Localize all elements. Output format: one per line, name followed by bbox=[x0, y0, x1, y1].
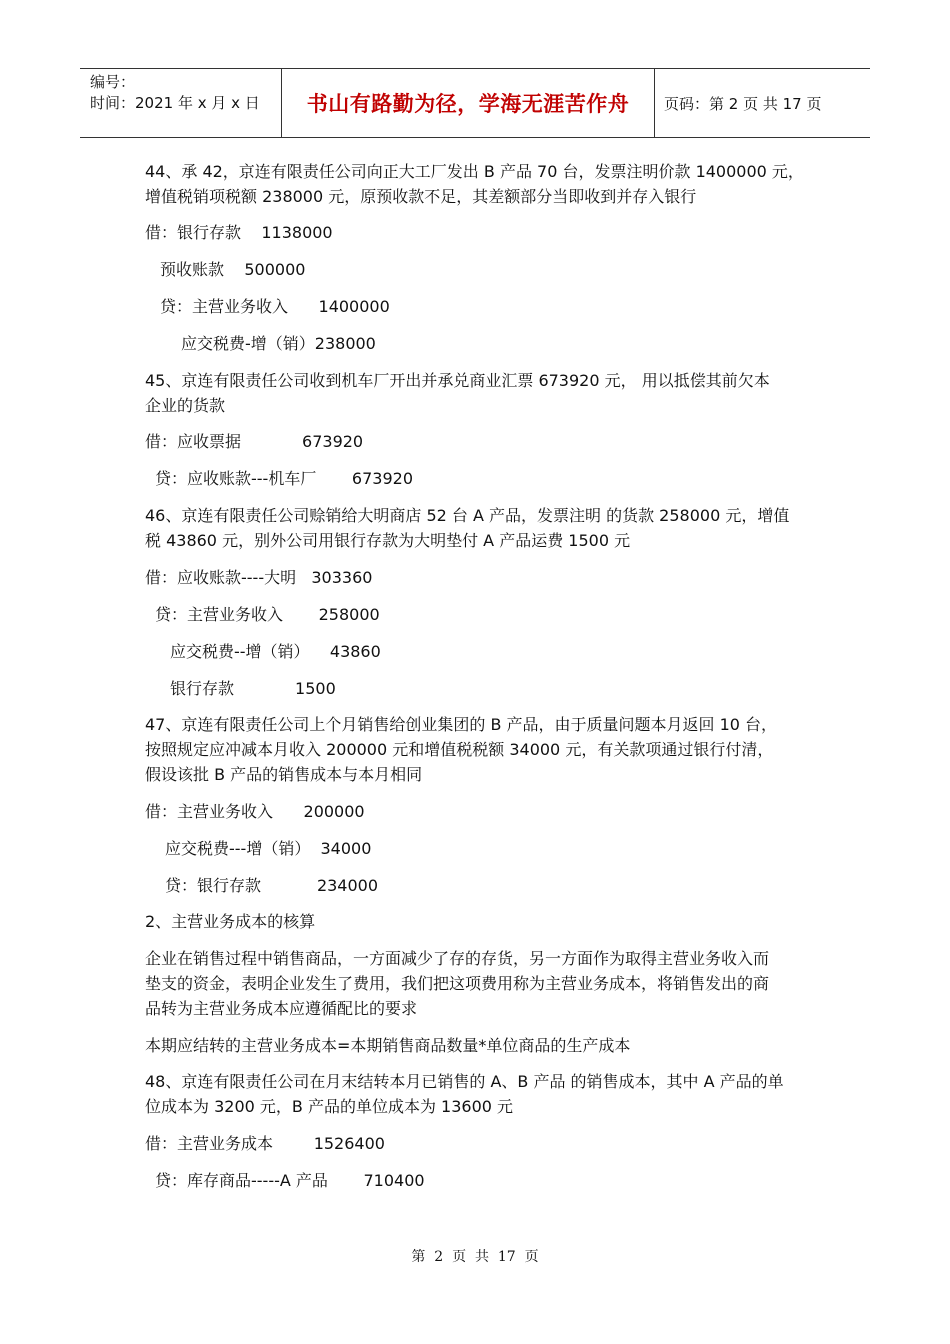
journal-entry-line: 应交税费-增（销）238000 bbox=[181, 334, 376, 353]
formula-line: 本期应结转的主营业务成本=本期销售商品数量*单位商品的生产成本 bbox=[145, 1036, 631, 1055]
journal-entry-line: 贷：银行存款 234000 bbox=[165, 876, 379, 895]
text-line: 税 43860 元，别外公司用银行存款为大明垫付 A 产品运费 1500 元 bbox=[145, 531, 631, 550]
journal-entry-line: 贷：库存商品-----A 产品 710400 bbox=[155, 1171, 425, 1190]
header-page-info: 页码：第 2 页 共 17 页 bbox=[664, 94, 822, 113]
text-line: 假设该批 B 产品的销售成本与本月相同 bbox=[145, 765, 423, 784]
journal-entry-line: 贷：应收账款---机车厂 673920 bbox=[155, 469, 414, 488]
text-line: 位成本为 3200 元，B 产品的单位成本为 13600 元 bbox=[145, 1097, 514, 1116]
text-line: 45、京连有限责任公司收到机车厂开出并承兑商业汇票 673920 元， 用以抵偿其前欠本 bbox=[145, 371, 770, 390]
page-header bbox=[80, 68, 870, 138]
text-line: 企业的货款 bbox=[145, 396, 226, 415]
text-line: 47、京连有限责任公司上个月销售给创业集团的 B 产品，由于质量问题本月返回 10 台， bbox=[145, 715, 778, 734]
header-meta bbox=[80, 69, 281, 137]
text-line: 企业在销售过程中销售商品，一方面减少了存的存货，另一方面作为取得主营业务收入而 bbox=[145, 949, 770, 968]
text-line: 增值税销项税额 238000 元，原预收款不足，其差额部分当即收到并存入银行 bbox=[145, 187, 697, 206]
text-line: 品转为主营业务成本应遵循配比的要求 bbox=[145, 999, 418, 1018]
text-line: 48、京连有限责任公司在月末结转本月已销售的 A、B 产品 的销售成本，其中 A 产品的单 bbox=[145, 1072, 784, 1091]
section-heading: 2、主营业务成本的核算 bbox=[145, 912, 316, 931]
journal-entry-line: 贷：主营业务收入 1400000 bbox=[160, 297, 390, 316]
journal-entry-line: 借：主营业务收入 200000 bbox=[145, 802, 365, 821]
journal-entry-line: 预收账款 500000 bbox=[160, 260, 306, 279]
document-date: 时间：2021 年 x 月 x 日 bbox=[90, 94, 260, 112]
text-line: 46、京连有限责任公司赊销给大明商店 52 台 A 产品，发票注明 的货款 258000 元，增值 bbox=[145, 506, 790, 525]
page-footer: 第 2 页 共 17 页 bbox=[411, 1249, 539, 1265]
journal-entry-line: 借：银行存款 1138000 bbox=[145, 223, 333, 242]
header-motto: 书山有路勤为径，学海无涯苦作舟 bbox=[281, 69, 655, 137]
text-line: 垫支的资金，表明企业发生了费用，我们把这项费用称为主营业务成本，将销售发出的商 bbox=[145, 974, 770, 993]
journal-entry-line: 银行存款 1500 bbox=[170, 679, 336, 698]
journal-entry-line: 借：主营业务成本 1526400 bbox=[145, 1134, 385, 1153]
journal-entry-line: 借：应收票据 673920 bbox=[145, 432, 364, 451]
journal-entry-line: 应交税费---增（销） 34000 bbox=[165, 839, 372, 858]
journal-entry-line: 贷：主营业务收入 258000 bbox=[155, 605, 380, 624]
text-line: 按照规定应冲减本月收入 200000 元和增值税税额 34000 元，有关款项通过银行付清， bbox=[145, 740, 774, 759]
journal-entry-line: 应交税费--增（销） 43860 bbox=[170, 642, 381, 661]
text-line: 44、承 42，京连有限责任公司向正大工厂发出 B 产品 70 台，发票注明价款 1400000 元， bbox=[145, 162, 804, 181]
journal-entry-line: 借：应收账款----大明 303360 bbox=[145, 568, 373, 587]
document-number-label: 编号： bbox=[90, 73, 136, 91]
